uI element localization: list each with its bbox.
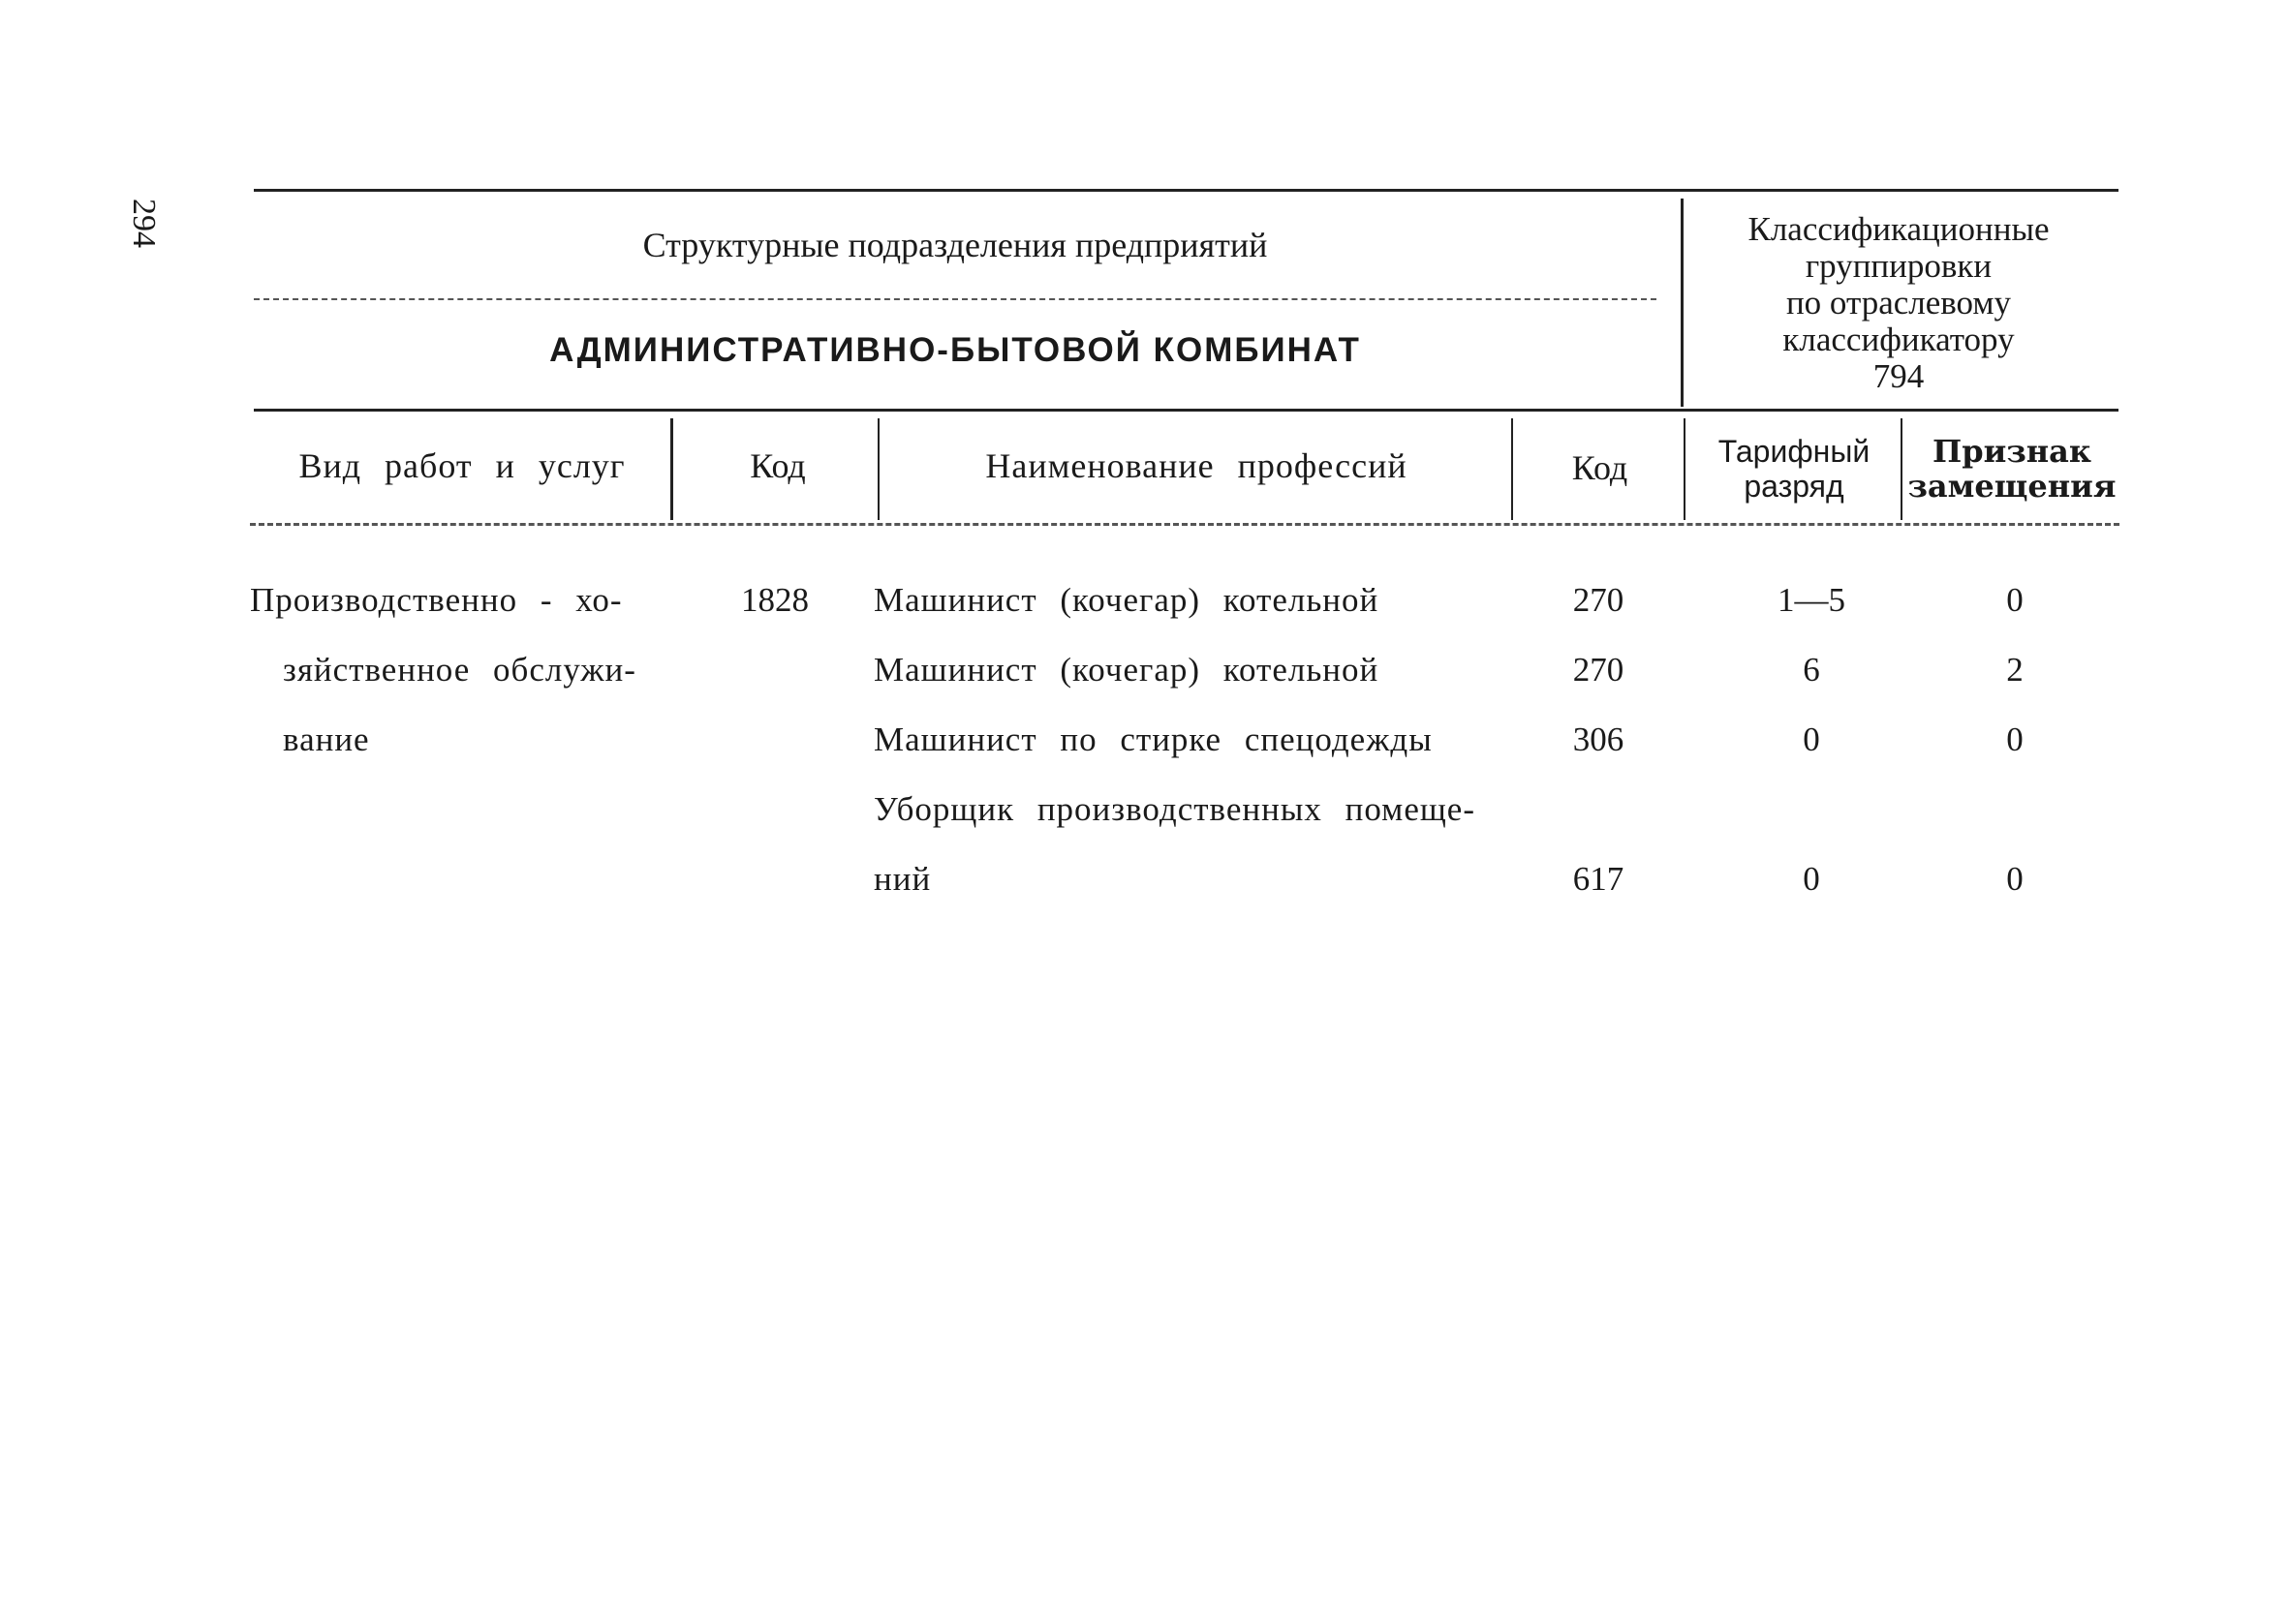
classification-line: 794 [1872, 357, 1925, 395]
tariff-value: 0 [1803, 720, 1820, 758]
col-sep-2 [878, 418, 880, 520]
tariff-line: разряд [1744, 469, 1844, 504]
header-bottom-rule [254, 409, 2118, 412]
col-sep-5 [1901, 418, 1902, 520]
work-type-line: Производственно - хо- [250, 581, 623, 619]
tariff-value: 6 [1803, 651, 1820, 689]
profession-name: Уборщик производственных помеще- [874, 790, 1475, 828]
table-top-rule [254, 189, 2118, 192]
header-divider-vertical [1681, 199, 1684, 407]
column-header-profession: Наименование профессий [985, 446, 1407, 485]
work-type-line: вание [283, 720, 370, 758]
replacement-value: 2 [2006, 651, 2024, 689]
page-title: АДМИНИСТРАТИВНО-БЫТОВОЙ КОМБИНАТ [549, 331, 1361, 369]
columns-bottom-rule [250, 523, 2119, 526]
col-sep-4 [1684, 418, 1685, 520]
col-sep-1 [670, 418, 673, 520]
column-header-code-2: Код [1571, 448, 1628, 487]
profession-name: Машинист (кочегар) котельной [874, 651, 1379, 689]
replacement-line: замещения [1907, 468, 2117, 505]
header-mid-rule [254, 298, 1656, 300]
profession-code: 617 [1572, 860, 1624, 898]
replacement-value: 0 [2006, 860, 2024, 898]
column-header-work-type: Вид работ и услуг [298, 446, 626, 485]
classification-line: по отраслевому [1785, 284, 2012, 322]
column-header-tariff [1687, 434, 1901, 504]
structural-units-label: Структурные подразделения предприятий [642, 226, 1268, 264]
profession-code: 270 [1572, 581, 1624, 619]
replacement-line: Признак [1932, 433, 2091, 470]
classification-line: классификатору [1782, 321, 2015, 358]
replacement-value: 0 [2006, 720, 2024, 758]
profession-name: Машинист по стирке спецодежды [874, 720, 1433, 758]
classification-line: Классификационные [1747, 210, 2050, 248]
column-header-code: Код [750, 446, 806, 485]
work-type-line: зяйственное обслужи- [283, 651, 636, 689]
work-code: 1828 [741, 581, 809, 619]
tariff-value: 0 [1803, 860, 1820, 898]
page-number: 294 [126, 199, 162, 248]
profession-name-cont: ний [874, 860, 932, 898]
col-sep-3 [1511, 418, 1513, 520]
profession-code: 270 [1572, 651, 1624, 689]
profession-code: 306 [1572, 720, 1624, 758]
profession-name: Машинист (кочегар) котельной [874, 581, 1379, 619]
tariff-line: Тарифный [1717, 434, 1871, 469]
classification-header [1685, 211, 2112, 395]
tariff-value: 1—5 [1778, 581, 1845, 619]
replacement-value: 0 [2006, 581, 2024, 619]
classification-line: группировки [1805, 247, 1993, 285]
column-header-replacement [1904, 434, 2119, 504]
